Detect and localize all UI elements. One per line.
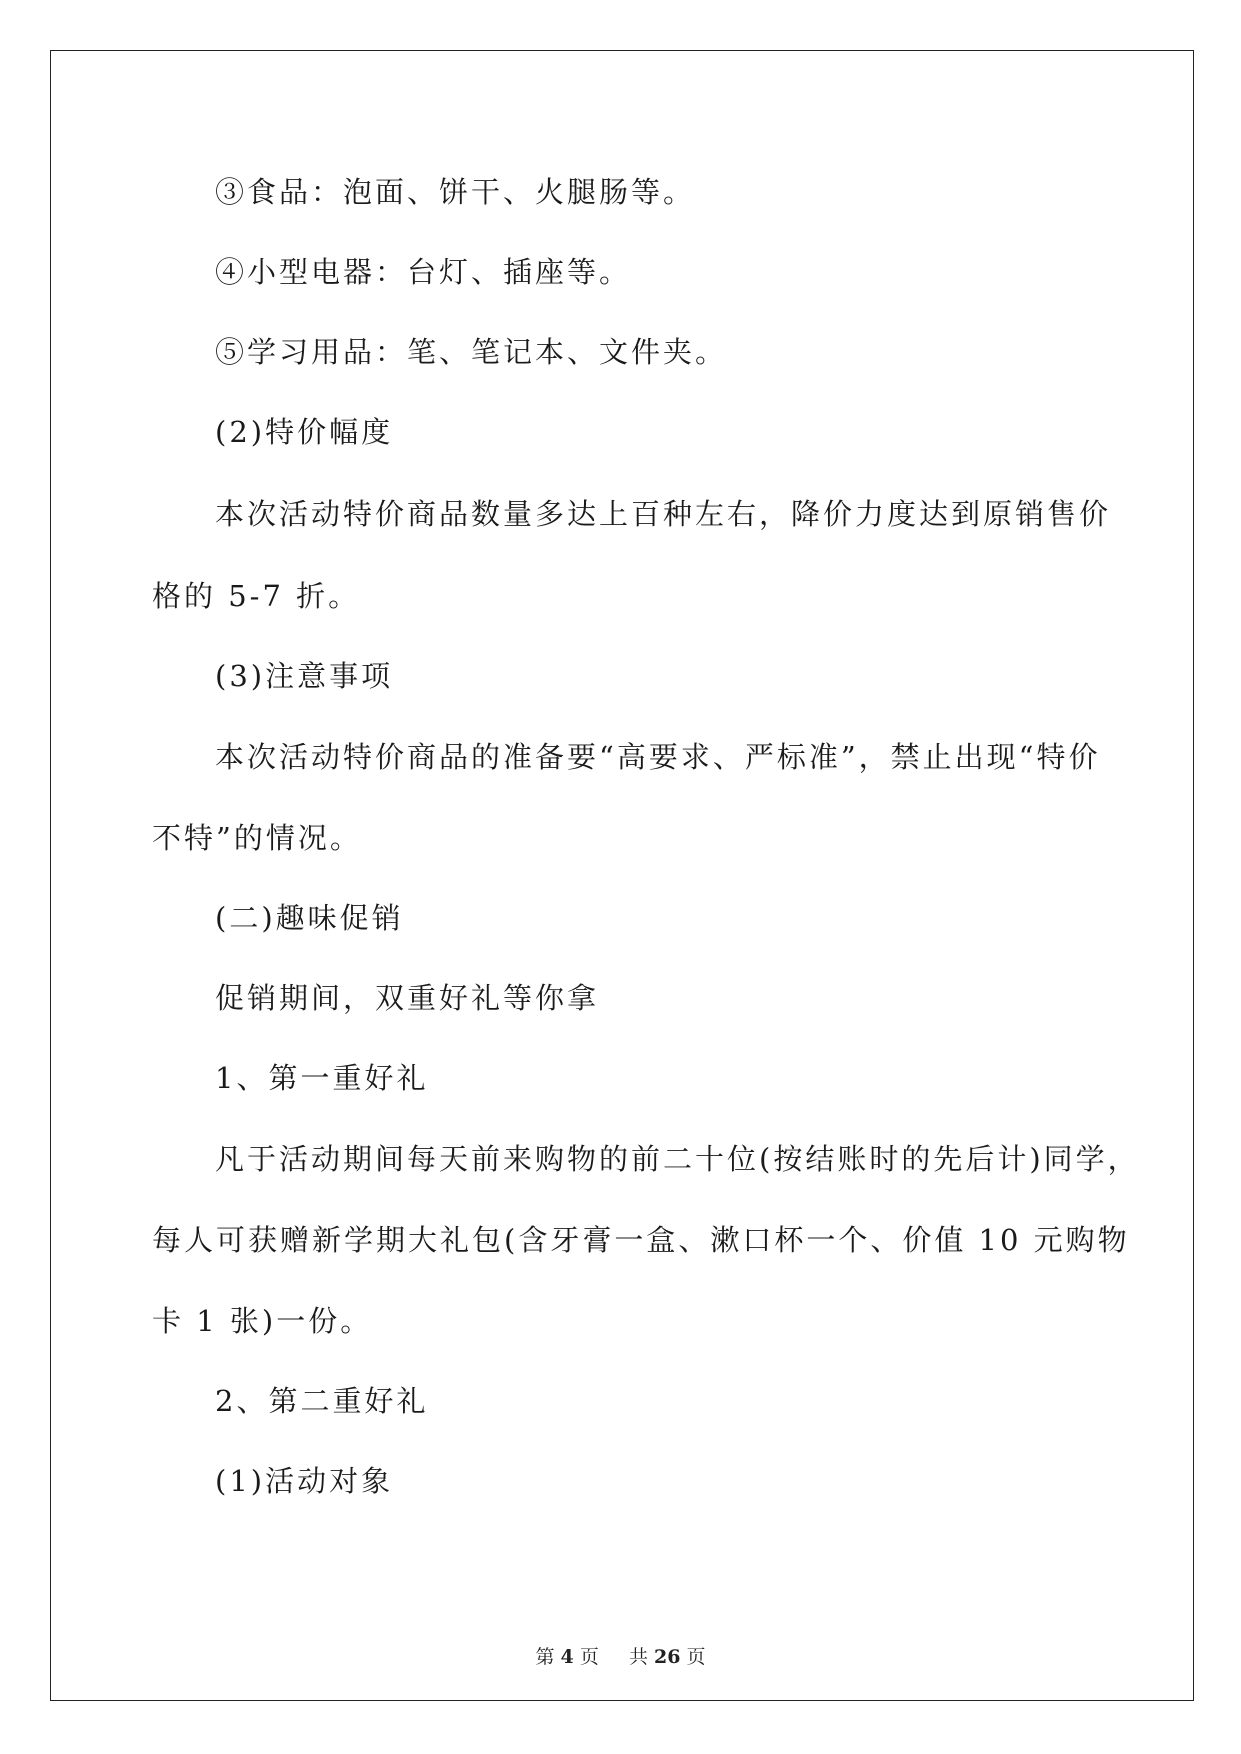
footer-page-suffix: 页 [579,1646,599,1668]
text-line-appliances: ④小型电器：台灯、插座等。 [215,255,632,289]
subheading-activity-target: (1)活动对象 [215,1464,394,1498]
subheading-notes: (3)注意事项 [215,659,394,693]
paragraph-notes-line-1: 本次活动特价商品的准备要“高要求、严标准”，禁止出现“特价 [215,740,1101,774]
text-line-food: ③食品：泡面、饼干、火腿肠等。 [215,175,696,209]
page-border [50,50,1194,1701]
page-footer [0,1642,1241,1669]
paragraph-first-gift-line-1: 凡于活动期间每天前来购物的前二十位(按结账时的先后计)同学， [215,1142,1140,1176]
paragraph-discount-line-1: 本次活动特价商品数量多达上百种左右，降价力度达到原销售价 [215,497,1112,531]
subheading-first-gift: 1、第一重好礼 [215,1061,429,1095]
footer-page-total: 26 [654,1646,681,1668]
paragraph-first-gift-line-2: 每人可获赠新学期大礼包(含牙膏一盒、漱口杯一个、价值 10 元购物 [152,1223,1130,1257]
footer-page-current: 4 [560,1646,574,1668]
subheading-second-gift: 2、第二重好礼 [215,1384,429,1418]
subheading-discount-range: (2)特价幅度 [215,415,394,449]
paragraph-discount-line-2: 格的 5-7 折。 [152,579,361,613]
paragraph-notes-line-2: 不特”的情况。 [152,821,362,855]
footer-total-suffix: 页 [686,1646,706,1668]
text-line-double-gifts: 促销期间，双重好礼等你拿 [215,981,600,1015]
footer-page-prefix: 第 [535,1646,555,1668]
footer-total-prefix: 共 [628,1646,648,1668]
text-line-stationery: ⑤学习用品：笔、笔记本、文件夹。 [215,335,728,369]
section-heading-fun-promotion: (二)趣味促销 [215,901,404,935]
paragraph-first-gift-line-3: 卡 1 张)一份。 [152,1304,373,1338]
